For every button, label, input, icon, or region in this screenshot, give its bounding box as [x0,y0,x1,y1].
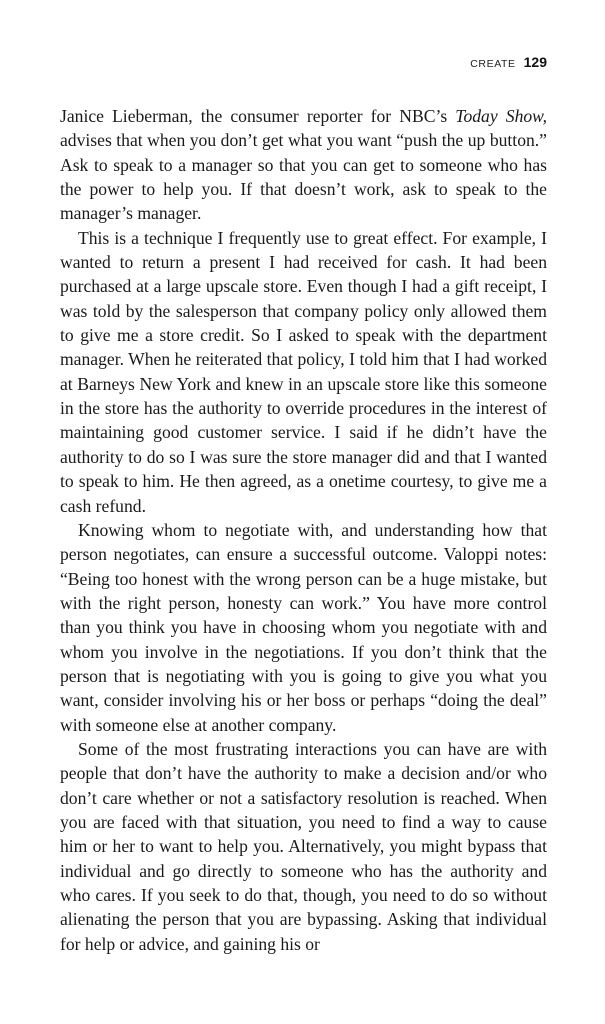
text-run: advises that when you don’t get what you want “push the up button.” Ask to speak to a manager so that you can get to someone who has the power to help you. If that doesn’t work, ask to speak to the manager’s manager. [60,130,547,224]
running-head [470,54,547,70]
paragraph [60,518,547,737]
page-number: 129 [523,54,547,70]
body-text [60,104,547,956]
text-run: Some of the most frustrating interactions you can have are with people that don’t have the authority to make a decision and/or who don’t care whether or not a satisfactory resolution is reached. When you are faced with that situation, you need to find a way to cause him or her to want to help you. Alternatively, you might bypass that individual and go directly to someone who has the authority and who cares. If you seek to do that, though, you need to do so without alienating the person that you are bypassing. Asking that individual for help or advice, and gaining his or [60,738,547,954]
section-label: CREATE [470,58,516,70]
show-title: Today Show, [455,106,547,126]
text-run: Knowing whom to negotiate with, and understanding how that person negotiates, can ensure a successful outcome. Valoppi notes: “Being too honest with the wrong person can be a huge mistake, but with the right person, honesty can work.” You have more control than you think you have in choosing whom you negotiate with and whom you involve in the negotiations. If you don’t think that the person that is negotiating with you is going to give you what you want, consider involving his or her boss or perhaps “doing the deal” with someone else at another company. [60,519,547,735]
text-run: This is a technique I frequently use to great effect. For example, I wanted to return a present I had received for cash. It had been purchased at a large upscale store. Even though I had a gift receipt, I was told by the salesperson that company policy only allowed them to give me a store credit. So I asked to speak with the department manager. When he reiterated that policy, I told him that I had worked at Barneys New York and knew in an upscale store like this someone in the store has the authority to override procedures in the interest of maintaining good customer service. I said if he didn’t have the authority to do so I was sure the store manager did and that I wanted to speak to him. He then agreed, as a onetime courtesy, to give me a cash refund. [60,227,547,516]
paragraph [60,737,547,956]
paragraph [60,104,547,226]
paragraph [60,226,547,518]
text-run: Janice Lieberman, the consumer reporter for NBC’s [60,106,456,126]
